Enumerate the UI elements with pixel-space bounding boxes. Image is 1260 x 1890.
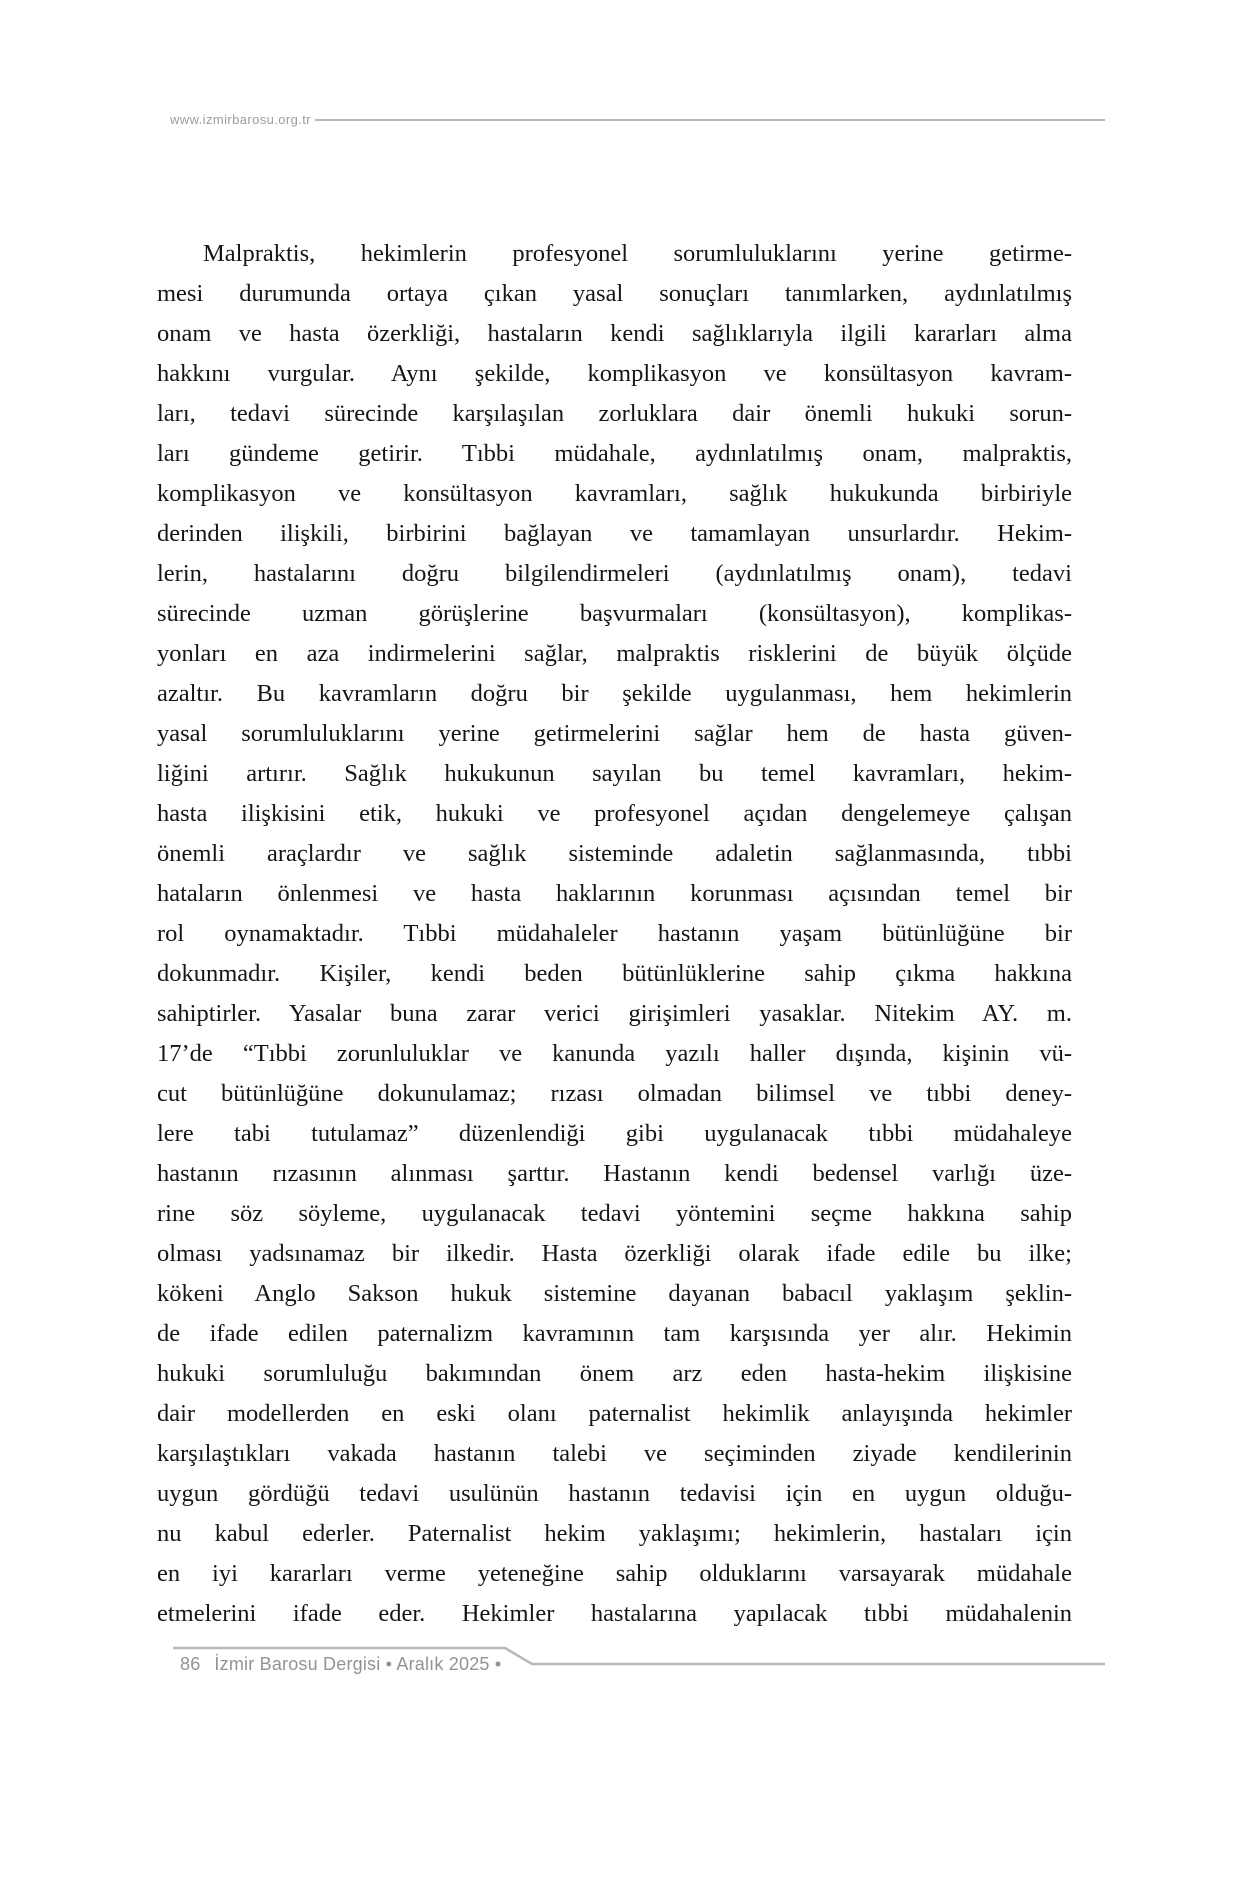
header-rule <box>315 119 1105 122</box>
body-line: hakkını vurgular. Aynı şekilde, komplikasyon ve konsültasyon kavram- <box>157 360 1072 387</box>
body-line: lerin, hastalarını doğru bilgilendirmeleri (aydınlatılmış onam), tedavi <box>157 560 1072 587</box>
body-line: mesi durumunda ortaya çıkan yasal sonuçları tanımlarken, aydınlatılmış <box>157 280 1072 307</box>
body-line: yonları en aza indirmelerini sağlar, malpraktis risklerini de büyük ölçüde <box>157 640 1072 667</box>
body-line: dokunmadır. Kişiler, kendi beden bütünlüklerine sahip çıkma hakkına <box>157 960 1072 987</box>
body-line: nu kabul ederler. Paternalist hekim yaklaşımı; hekimlerin, hastaları için <box>157 1520 1072 1547</box>
body-line: hataların önlenmesi ve hasta haklarının korunması açısından temel bir <box>157 880 1072 907</box>
body-line: onam ve hasta özerkliği, hastaların kendi sağlıklarıyla ilgili kararları alma <box>157 320 1072 347</box>
article-body <box>157 234 1072 1634</box>
footer-text <box>180 1654 501 1675</box>
body-line: hastanın rızasının alınması şarttır. Hastanın kendi bedensel varlığı üze- <box>157 1160 1072 1187</box>
page-number: 86 <box>180 1654 201 1674</box>
journal-title: İzmir Barosu Dergisi • Aralık 2025 • <box>214 1654 502 1674</box>
page-header <box>170 110 1105 130</box>
body-line: cut bütünlüğüne dokunulamaz; rızası olmadan bilimsel ve tıbbi deney- <box>157 1080 1072 1107</box>
body-line: yasal sorumluluklarını yerine getirmelerini sağlar hem de hasta güven- <box>157 720 1072 747</box>
body-line: liğini artırır. Sağlık hukukunun sayılan bu temel kavramları, hekim- <box>157 760 1072 787</box>
body-line: karşılaştıkları vakada hastanın talebi ve seçiminden ziyade kendilerinin <box>157 1440 1072 1467</box>
body-line: rol oynamaktadır. Tıbbi müdahaleler hastanın yaşam bütünlüğüne bir <box>157 920 1072 947</box>
body-line: ları, tedavi sürecinde karşılaşılan zorluklara dair önemli hukuki sorun- <box>157 400 1072 427</box>
body-line: en iyi kararları verme yeteneğine sahip olduklarını varsayarak müdahale <box>157 1560 1072 1587</box>
body-line: etmelerini ifade eder. Hekimler hastalarına yapılacak tıbbi müdahalenin <box>157 1600 1072 1627</box>
page-footer <box>155 1640 1105 1710</box>
body-line: de ifade edilen paternalizm kavramının tam karşısında yer alır. Hekimin <box>157 1320 1072 1347</box>
body-line: olması yadsınamaz bir ilkedir. Hasta özerkliği olarak ifade edile bu ilke; <box>157 1240 1072 1267</box>
body-line: komplikasyon ve konsültasyon kavramları, sağlık hukukunda birbiriyle <box>157 480 1072 507</box>
website-url: www.izmirbarosu.org.tr <box>170 112 311 127</box>
body-line: uygun gördüğü tedavi usulünün hastanın tedavisi için en uygun olduğu- <box>157 1480 1072 1507</box>
body-line: lere tabi tutulamaz” düzenlendiği gibi uygulanacak tıbbi müdahaleye <box>157 1120 1072 1147</box>
body-line: Malpraktis, hekimlerin profesyonel sorumluluklarını yerine getirme- <box>203 240 1072 267</box>
body-line: derinden ilişkili, birbirini bağlayan ve tamamlayan unsurlardır. Hekim- <box>157 520 1072 547</box>
body-line: 17’de “Tıbbi zorunluluklar ve kanunda yazılı haller dışında, kişinin vü- <box>157 1040 1072 1067</box>
body-line: hasta ilişkisini etik, hukuki ve profesyonel açıdan dengelemeye çalışan <box>157 800 1072 827</box>
body-line: sürecinde uzman görüşlerine başvurmaları (konsültasyon), komplikas- <box>157 600 1072 627</box>
body-line: kökeni Anglo Sakson hukuk sistemine dayanan babacıl yaklaşım şeklin- <box>157 1280 1072 1307</box>
body-line: sahiptirler. Yasalar buna zarar verici girişimleri yasaklar. Nitekim AY. m. <box>157 1000 1072 1027</box>
body-line: ları gündeme getirir. Tıbbi müdahale, aydınlatılmış onam, malpraktis, <box>157 440 1072 467</box>
body-line: önemli araçlardır ve sağlık sisteminde adaletin sağlanmasında, tıbbi <box>157 840 1072 867</box>
body-line: hukuki sorumluluğu bakımından önem arz eden hasta-hekim ilişkisine <box>157 1360 1072 1387</box>
body-line: rine söz söyleme, uygulanacak tedavi yöntemini seçme hakkına sahip <box>157 1200 1072 1227</box>
body-line: dair modellerden en eski olanı paternalist hekimlik anlayışında hekimler <box>157 1400 1072 1427</box>
body-line: azaltır. Bu kavramların doğru bir şekilde uygulanması, hem hekimlerin <box>157 680 1072 707</box>
